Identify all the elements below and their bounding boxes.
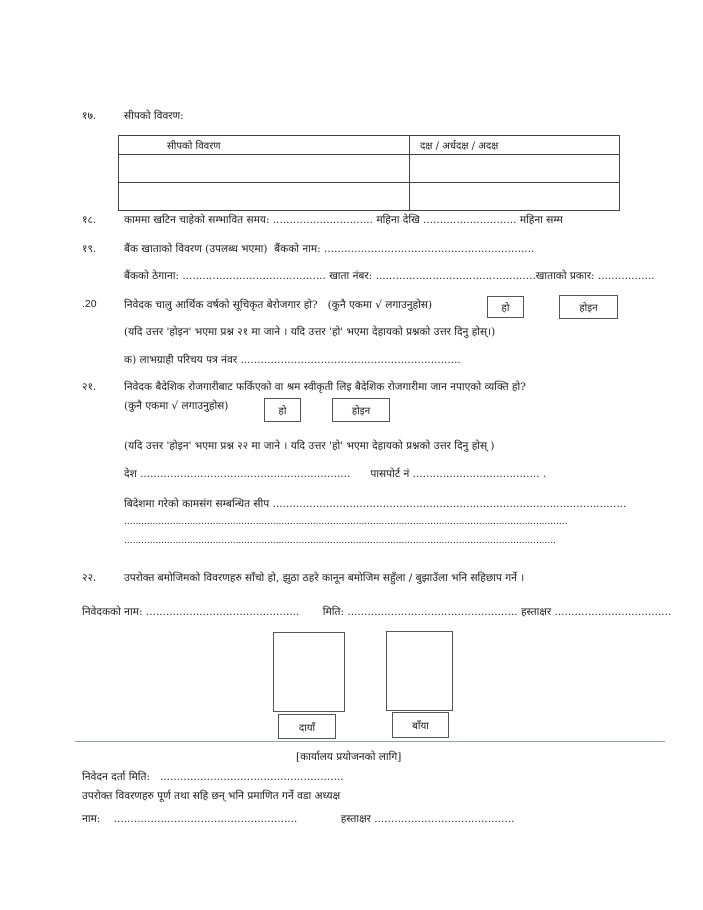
applicant-line [82, 605, 671, 619]
right-thumb-label: दायाँ [298, 722, 316, 734]
q21-question: निवेदक बैदेशिक रोजगारीबाट फर्किएको वा श्रम स्वीकृती लिइ बैदेशिक रोजगारीमा जान नपाएको व्यक्ति हो? [124, 381, 526, 393]
country-label: देश [124, 468, 137, 480]
q17-title: सीपको विवरण: [124, 110, 184, 122]
section-divider [75, 741, 665, 742]
skill-table-header [119, 136, 620, 155]
account-number-label: खाता नंबर: [329, 270, 373, 282]
duration-to-field[interactable]: ............................ [423, 214, 517, 226]
q19-line-1 [124, 242, 534, 256]
foreign-skill-field-line-2[interactable]: ........................................................................................................................................................... [124, 517, 568, 527]
q21-note: (यदि उत्तर 'होइन' भएमा प्रश्न २२ मा जाने । यदि उत्तर 'हो' भएमा देहायको प्रश्नको उत्तर दिनु होस् ) [124, 440, 495, 452]
q20-note: (यदि उत्तर 'होइन' भएमा प्रश्न २१ मा जाने । यदि उत्तर 'हो' भएमा देहायको प्रश्नको उत्तर दिनु होस्।) [124, 326, 496, 338]
q21-yes-checkbox[interactable] [264, 398, 301, 422]
applicant-date-label: मिति: [322, 606, 345, 618]
left-thumb-label-box [392, 712, 449, 738]
q20-yes-checkbox[interactable] [487, 296, 524, 318]
q19-line-2 [124, 269, 655, 283]
ward-chair-name-field[interactable]: ....................................................... [113, 813, 298, 825]
registration-date-label: निवेदन दर्ता मिति: [82, 771, 150, 783]
skill-description-cell[interactable] [119, 183, 410, 211]
right-thumb-label-box [278, 714, 336, 739]
table-row [119, 155, 620, 183]
skill-description-cell[interactable] [119, 155, 410, 183]
applicant-date-field[interactable]: ................................................... [347, 606, 518, 618]
right-thumbprint-box[interactable] [273, 632, 345, 712]
q18-line [124, 213, 563, 227]
skill-level-cell[interactable] [410, 155, 620, 183]
q20-no-label: होइन [579, 303, 598, 314]
skill-level-header: दक्ष / अर्धदक्ष / अदक्ष [410, 136, 620, 155]
q19-number: १९. [82, 243, 97, 255]
registration-date-line [82, 770, 344, 784]
ward-chair-signature-field[interactable]: .......................................... [374, 813, 515, 825]
q18-number: १८. [82, 214, 97, 226]
account-type-field[interactable]: ................. [597, 270, 655, 282]
foreign-skill-field-line-3[interactable]: ....................................................................................................................................................... [124, 536, 556, 546]
skill-table [118, 135, 620, 211]
q21-instruction: (कुनै एकमा √ लगाउनुहोस) [124, 400, 229, 412]
table-row [119, 183, 620, 211]
bank-name-field[interactable]: ............................................................... [324, 243, 535, 255]
account-number-field[interactable]: ................................................ [375, 270, 536, 282]
bank-name-label: बैंकको नाम: [274, 243, 321, 255]
account-type-label: खाताको प्रकार: [535, 270, 595, 282]
q21-number: २१. [82, 381, 97, 393]
foreign-skill-label: बिदेशमा गरेको कामसंग सम्बन्धित सीप [124, 498, 270, 510]
ward-chair-name-label: नाम: [82, 813, 101, 825]
q18-label: काममा खटिन चाहेको सम्भावित समय: [124, 214, 270, 226]
left-thumb-label: बाँया [412, 721, 429, 732]
q20-sub-line [124, 353, 461, 367]
certification-text: उपरोक्त विवरणहरु पूर्ण तथा सहि छन् भनि प्रमाणित गर्ने वडा अध्यक्ष [82, 790, 341, 802]
q18-to-label: महिना सम्म [519, 214, 563, 226]
q20-number: .20 [82, 298, 97, 310]
q20-instruction: (कुनै एकमा √ लगाउनुहोस) [327, 299, 433, 311]
q20-question: निवेदक चालु आर्थिक वर्षको सूचिकृत बेरोजगार हो? [124, 299, 318, 311]
ward-chair-signature-label: हस्ताक्षर [340, 813, 371, 825]
left-thumbprint-box[interactable] [386, 631, 453, 711]
duration-from-field[interactable]: .............................. [272, 214, 373, 226]
bank-address-label: बैंकको ठेगाना: [124, 270, 179, 282]
registration-date-field[interactable]: ....................................................... [160, 771, 344, 783]
applicant-signature-label: हस्ताक्षर [520, 606, 552, 618]
q20-yes-label: हो [501, 303, 510, 314]
q19-label: बैंक खाताको विवरण (उपलब्ध भएमा) [124, 243, 268, 255]
applicant-signature-field[interactable]: ................................... [554, 606, 672, 618]
q20-question-line [124, 298, 432, 312]
office-use-heading: [कार्यालय प्रयोजनको लागि] [296, 751, 402, 763]
q21-no-label: होइन [351, 406, 371, 417]
q20-no-checkbox[interactable] [559, 295, 618, 319]
q21-yes-label: हो [278, 406, 287, 417]
applicant-name-field[interactable]: .............................................. [145, 606, 300, 618]
passport-label: पासपोर्ट नं [370, 468, 410, 480]
q22-declaration: उपरोक्त बमोजिमको विवरणहरु साँचो हो, झुठा ठहरे कानून बमोजिम सहुँला / बुझाउँला भनि सहिछाप गर्ने । [124, 572, 525, 584]
q21-no-checkbox[interactable] [332, 398, 390, 422]
q18-from-label: महिना देखि [376, 214, 420, 226]
applicant-name-label: निवेदकको नाम: [82, 606, 143, 618]
skill-description-header: सीपको विवरण [119, 136, 410, 155]
bank-address-field[interactable]: ........................................... [182, 270, 326, 282]
ward-chair-line [82, 812, 514, 826]
passport-field[interactable]: ...................................... . [412, 468, 547, 480]
q22-number: २२. [82, 572, 97, 584]
foreign-skill-line [124, 497, 626, 511]
beneficiary-id-label: क) लाभग्राही परिचय पत्र नंवर [124, 354, 238, 366]
beneficiary-id-field[interactable]: .................................................................. [240, 354, 461, 366]
foreign-skill-field[interactable]: .......................................................................................................... [272, 498, 627, 510]
country-field[interactable]: ............................................................... [140, 468, 351, 480]
skill-level-cell[interactable] [410, 183, 620, 211]
q21-country-line [124, 467, 546, 481]
q17-number: १७. [82, 110, 97, 122]
